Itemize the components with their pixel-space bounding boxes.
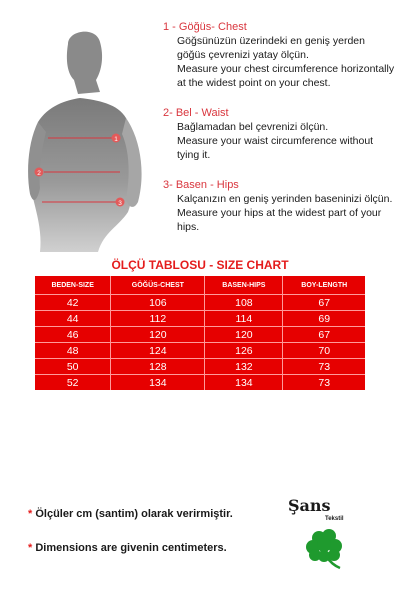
note-star: * xyxy=(28,508,33,520)
chest-heading: 1 - Göğüs- Chest xyxy=(163,21,247,33)
cell-hips: 126 xyxy=(205,343,283,359)
note-star: * xyxy=(28,542,33,554)
header-size: BEDEN-SIZE xyxy=(51,281,94,289)
table-row xyxy=(35,375,365,391)
cell-chest: 120 xyxy=(111,327,205,343)
table-row xyxy=(35,327,365,343)
cell-length: 73 xyxy=(283,359,365,375)
cell-hips: 132 xyxy=(205,359,283,375)
waist-heading: 2- Bel - Waist xyxy=(163,107,229,119)
cell-size: 50 xyxy=(35,359,111,375)
brand-logo xyxy=(288,496,358,572)
table-row xyxy=(35,359,365,375)
waist-text-en: Measure your waist circumference without tying it. xyxy=(177,135,374,161)
clover-icon xyxy=(302,526,348,570)
waist-instruction xyxy=(163,106,395,162)
cell-hips: 114 xyxy=(205,311,283,327)
chest-instruction xyxy=(163,20,395,90)
svg-text:3: 3 xyxy=(118,200,122,207)
cell-chest: 128 xyxy=(111,359,205,375)
logo-name: Şans xyxy=(288,496,331,515)
hips-heading: 3- Basen - Hips xyxy=(163,179,239,191)
table-row xyxy=(35,311,365,327)
cell-length: 67 xyxy=(283,327,365,343)
header-chest: GÖĞÜS-CHEST xyxy=(111,276,205,295)
note-en-text: Dimensions are givenin centimeters. xyxy=(35,542,227,554)
svg-text:1: 1 xyxy=(114,136,118,143)
cell-chest: 124 xyxy=(111,343,205,359)
cell-size: 44 xyxy=(35,311,111,327)
hips-text-tr: Kalçanızın en geniş yerinden baseninizi ölçün. xyxy=(177,193,393,205)
logo-subtitle: Tekstil xyxy=(325,516,344,522)
note-turkish xyxy=(28,508,233,520)
table-header-row xyxy=(35,276,365,295)
body-silhouette-figure xyxy=(8,22,158,252)
cell-size: 48 xyxy=(35,343,111,359)
waist-text-tr: Bağlamadan bel çevrenizi ölçün. xyxy=(177,121,329,133)
cell-chest: 134 xyxy=(111,375,205,391)
cell-hips: 134 xyxy=(205,375,283,391)
table-row xyxy=(35,343,365,359)
svg-text:2: 2 xyxy=(37,170,41,177)
cell-size: 46 xyxy=(35,327,111,343)
cell-hips: 120 xyxy=(205,327,283,343)
cell-size: 42 xyxy=(35,295,111,311)
note-tr-text: Ölçüler cm (santim) olarak verirmiştir. xyxy=(35,508,233,520)
cell-chest: 106 xyxy=(111,295,205,311)
cell-length: 67 xyxy=(283,295,365,311)
size-chart-table xyxy=(35,276,365,390)
header-hips: BASEN-HIPS xyxy=(205,276,283,295)
chest-text-en: Measure your chest circumference horizontally at the widest point on your chest. xyxy=(177,63,395,89)
size-chart-title: ÖLÇÜ TABLOSU - SIZE CHART xyxy=(111,258,289,272)
cell-chest: 112 xyxy=(111,311,205,327)
note-english xyxy=(28,542,227,554)
header-length: BOY-LENGTH xyxy=(283,276,365,295)
chest-text-tr: Göğsünüzün üzerindeki en geniş yerden göğüs çevrenizi yatay ölçün. xyxy=(177,35,365,61)
table-row xyxy=(35,295,365,311)
cell-length: 70 xyxy=(283,343,365,359)
cell-length: 73 xyxy=(283,375,365,391)
cell-hips: 108 xyxy=(205,295,283,311)
hips-instruction xyxy=(163,178,395,234)
hips-text-en: Measure your hips at the widest part of your hips. xyxy=(177,207,382,233)
cell-length: 69 xyxy=(283,311,365,327)
cell-size: 52 xyxy=(35,375,111,391)
